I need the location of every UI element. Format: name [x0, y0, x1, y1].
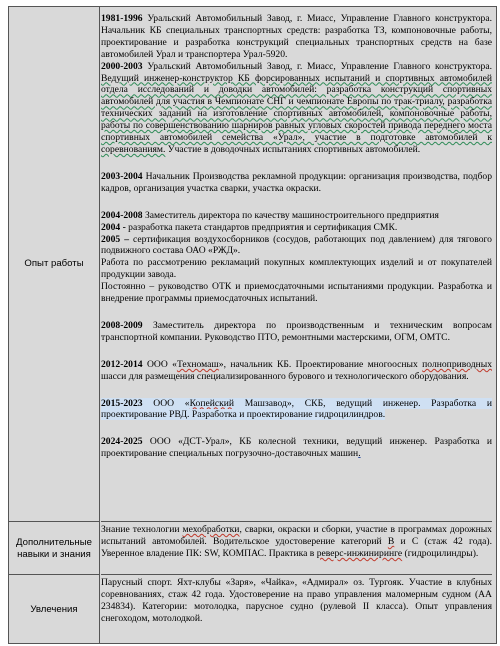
period: 2015-2023: [101, 397, 143, 409]
resume-table: [8, 6, 497, 644]
job-text: .: [358, 448, 361, 460]
label-work-experience: [9, 7, 100, 521]
job-2015: [101, 398, 492, 422]
job-text: шасси для размещения специализированного бурового и технологического оборудования.: [101, 370, 469, 382]
label-hobbies: [9, 574, 100, 644]
text: , сварки, окраски и сборки, участие в программах дорожных испытаний автомобилей. Водительское удостоверение категорий: [101, 524, 492, 547]
company-name: Техномаш: [176, 358, 219, 370]
job-2000: [101, 61, 492, 156]
job-2003: [101, 171, 492, 195]
job-text: Начальник Производства рекламной продукции: организация производства, подбор кадров, организация участка сварки, участка окраски.: [101, 170, 492, 194]
label-skills: [9, 521, 100, 575]
text: и С (стаж 42 года). Уверенное владение ПК: SW, КОМПАС. Практика в: [101, 535, 493, 559]
text-underlined: реверс-инжиниринге: [316, 547, 403, 559]
job-2005: [101, 234, 492, 258]
period: 2005 –: [101, 233, 129, 245]
job-text: Машзавод», СКБ, ведущий инженер. Разработка и проектирование РВД. Разработка и проектирование гидроцилиндров.: [101, 397, 492, 421]
period: 2024-2025: [101, 436, 143, 448]
period: 2003-2004: [101, 170, 143, 182]
job-text: Заместитель директора по производственным и техническим вопросам транспортной компании. Руководство ПТО, ремонтными мастерскими, ОГМ, ОМТС.: [101, 319, 492, 343]
job-1981: [101, 13, 492, 61]
job-2024: [101, 436, 492, 460]
job-text: Уральский Автомобильный Завод, г. Миасс, Управление Главного конструктора. Начальник КБ специальных транспортных средств: разработка ТЗ, компоновочные работы, проектирование и разработка конструкций специальных транспортных средств на базе автомобилей Урал и транспортера Урал-5920.: [101, 13, 492, 60]
period: 1981-1996: [101, 13, 143, 24]
label-text: Увлечения: [30, 603, 78, 615]
hobbies-content: [101, 574, 492, 646]
hobbies-text: Парусный спорт. Яхт-клубы «Заря», «Чайка», «Адмирал» оз. Тургояк. Участие в клубных соревнованиях, стаж 42 года. Удостоверение на право управления маломерным судном (АА 234834). Категории: мотолодка, парусное судно (рулевой II класса). Опыт управления снегоходом, мотолодкой.: [101, 577, 492, 624]
period: 2000-2003: [101, 60, 143, 72]
job-text: Участие в доводочных испытаниях спортивных автомобилей.: [165, 143, 421, 155]
job-text: ООО «ДСТ-Урал», КБ колесной техники, ведущий инженер. Разработка и проектирование специальных погрузочно-доставочных машин: [101, 436, 492, 460]
job-text: Уральский Автомобильный Завод, г. Миасс, Управление Главного конструктора.: [142, 60, 492, 72]
company-name: Копейский: [189, 397, 235, 409]
job-2004-line4: Работа по рассмотрению рекламаций покупных комплектующих изделий и от покупателей продукции завода.: [101, 257, 492, 281]
job-text: разработка пакета стандартов предприятия и сертификация СМК.: [125, 221, 398, 233]
job-2004: [101, 210, 492, 222]
job-text: », начальник КБ. Проектирование многоосных: [218, 358, 423, 370]
label-text: Опыт работы: [24, 258, 84, 269]
job-2008: [101, 320, 492, 344]
skills-text: [101, 524, 492, 560]
experience-content: [101, 13, 492, 527]
period: 2008-2009: [101, 319, 143, 331]
job-text-underlined: Ведущий инженер-конструктор КБ форсированных испытаний и спортивных автомобилей отдела исследований и доводки автомобилей: разработка конструкций спортивных автомобилей для участия в Чемпионате СНГ и чемпионате Европы по трак-триалу, разработка технических заданий на изготовление спортивных автомобилей, компоновочные работы, работы по совершенствованию шарниров равных угловых скоростей привода переднего моста спортивных автомобилей семейства «Урал», участие в подготовке автомобилей к соревнованиям.: [101, 72, 492, 155]
skills-content: [101, 521, 492, 577]
period: 2004 -: [101, 221, 126, 233]
job-text: ООО «: [142, 358, 177, 370]
text: Знание технологии: [101, 524, 183, 535]
text: (гидроцилиндры).: [402, 547, 479, 559]
job-2004-line5: Постоянно – руководство ОТК и приемосдаточными испытаниями продукции. Разработка и внедрение программы приемосдаточных испытаний.: [101, 281, 492, 305]
job-text: сертификация воздухосборников (сосудов, работающих под давлением) для тягового подвижного состава ОАО «РЖД».: [101, 233, 492, 257]
period: 2012-2014: [101, 358, 143, 370]
job-text: ООО «: [142, 397, 190, 409]
job-2004-line2: [101, 222, 492, 234]
job-text: Заместитель директора по качеству машиностроительного предприятия: [142, 209, 439, 221]
label-text: Дополнительные навыки и знания: [16, 536, 92, 560]
text-underlined: мехобработки: [182, 524, 240, 535]
period: 2004-2008: [101, 209, 143, 221]
job-text-underlined: полноприводных: [422, 358, 492, 370]
text-underlined: В: [387, 535, 395, 547]
job-2012: [101, 359, 492, 383]
